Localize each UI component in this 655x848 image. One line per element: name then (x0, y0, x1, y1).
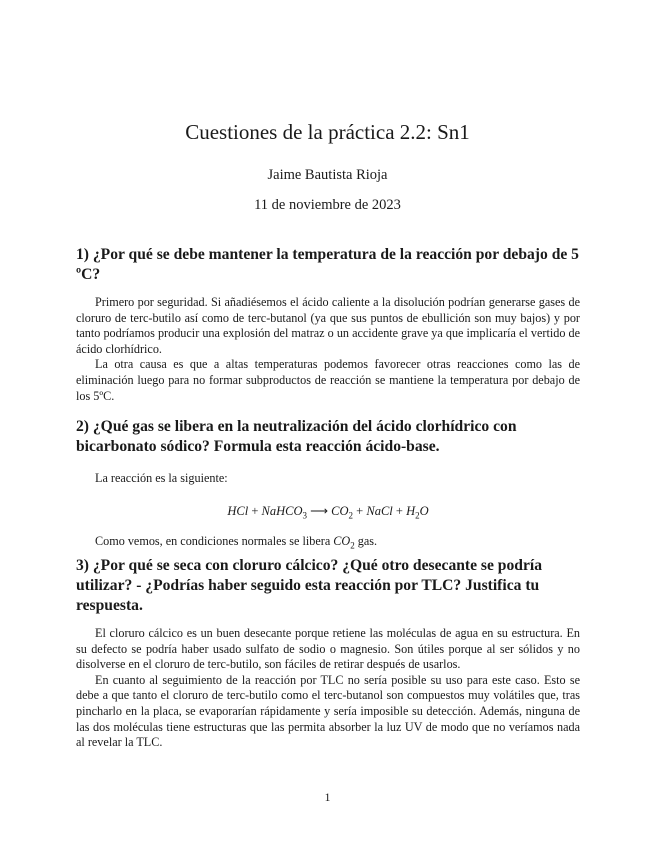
section-2-heading: 2) ¿Qué gas se libera en la neutralización del ácido clorhídrico con bicarbonato sódico? Formula esta reacción ácido-base. (76, 418, 517, 455)
section-1 (76, 245, 580, 404)
section-2 (76, 417, 580, 554)
section-1-paragraph-1: Primero por seguridad. Si añadiésemos el ácido caliente a la disolución podrían generarse gases de cloruro de terc-butilo así como de terc-butanol (ya que sus puntos de ebullición son muy bajos) y por tanto podríamos producir una explosión del matraz o un accidente grave ya que implicaría el vertido de ácido clorhídrico. (76, 295, 580, 356)
eq-plus-2: + (353, 503, 367, 518)
eq-hcl: HCl (227, 503, 249, 518)
eq-nacl: NaCl (366, 503, 393, 518)
eq-arrow: ⟶ (307, 503, 332, 518)
eq-sub-2b: 2 (415, 510, 420, 521)
eq-o: O (419, 503, 429, 518)
section-3-paragraph-2: En cuanto al seguimiento de la reacción por TLC no sería posible su uso para este caso. Esto se debe a que tanto el cloruro de terc-butilo como el terc-butanol son compuestos muy volátiles que, tras pincharlo en la placa, se evaporarían rápidamente y sería imposible su detección. Además, ninguna de las dos moléculas tiene estructuras que las permita absorber la luz UV de modo que no veríamos nada al revelar la TLC. (76, 672, 580, 750)
document-date: 11 de noviembre de 2023 (254, 197, 401, 213)
document-author: Jaime Bautista Rioja (267, 167, 388, 183)
eq-plus-1: + (248, 503, 262, 518)
after-co: CO (333, 534, 351, 549)
section-2-intro: La reacción es la siguiente: (95, 471, 228, 485)
eq-plus-3: + (392, 503, 407, 518)
section-1-heading: 1) ¿Por qué se debe mantener la temperatura de la reacción por debajo de 5 ºC? (76, 246, 579, 283)
eq-h: H (406, 503, 416, 518)
section-3-paragraph-1: El cloruro cálcico es un buen desecante porque retiene las moléculas de agua en su estructura. En su defecto se podría haber usado sulfato de sodio o magnesio. Son útiles porque al ser sólidos y no disolverse en el cloruro de terc-butilo, son fáciles de retirar después de usarlos. (76, 626, 580, 672)
after-pre: Como vemos, en condiciones normales se libera (95, 534, 334, 549)
section-3-heading: 3) ¿Por qué se seca con cloruro cálcico? ¿Qué otro desecante se podría utilizar? - ¿Podrías haber seguido esta reacción por TLC? Justifica tu respuesta. (76, 557, 542, 614)
eq-co: CO (331, 503, 349, 518)
section-3 (76, 556, 580, 751)
page-number: 1 (324, 790, 331, 804)
eq-nahco: NaHCO (261, 503, 303, 518)
document-title: Cuestiones de la práctica 2.2: Sn1 (185, 120, 470, 144)
after-sub: 2 (350, 540, 355, 551)
after-post: gas. (354, 534, 378, 549)
eq-sub-2a: 2 (348, 510, 354, 521)
section-2-after (76, 534, 580, 554)
eq-sub-3: 3 (302, 510, 307, 521)
reaction-equation (76, 503, 580, 521)
section-1-paragraph-2: La otra causa es que a altas temperaturas podemos favorecer otras reacciones como las de eliminación luego para no formar subproductos de reacción se mantiene la temperatura por debajo de los 5ºC. (76, 357, 580, 403)
